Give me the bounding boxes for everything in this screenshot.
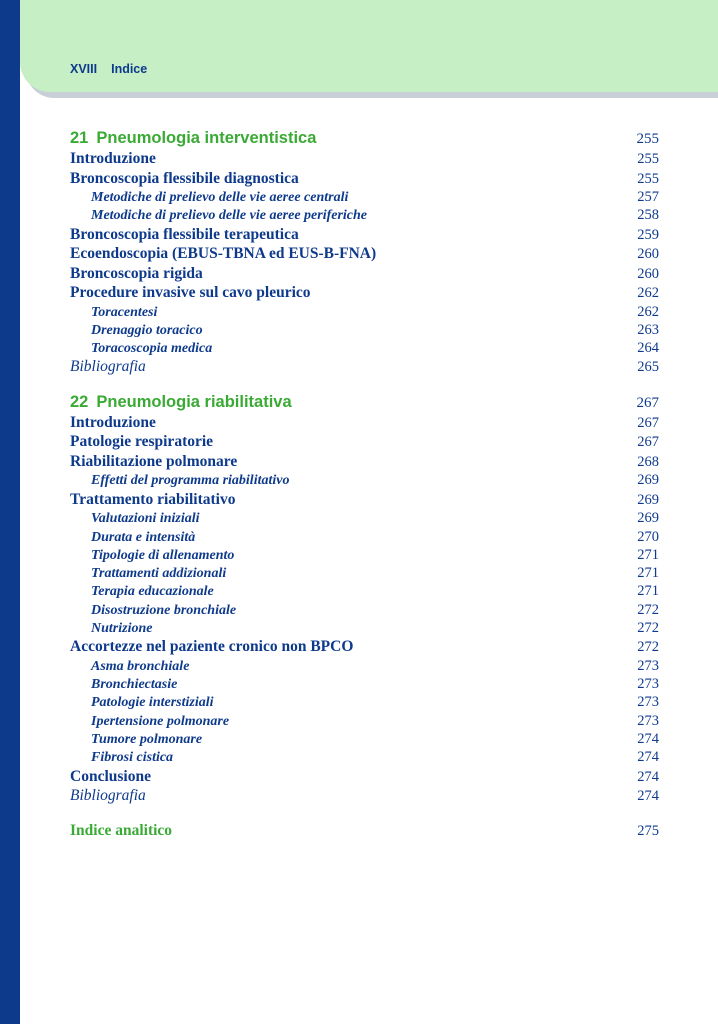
page-number: 275: [637, 822, 659, 839]
page-number: 273: [637, 676, 659, 693]
page-number: 270: [637, 528, 659, 545]
toc-section-entry[interactable]: [70, 264, 659, 284]
chapter-number: 22: [70, 392, 89, 411]
entry-label: Toracentesi: [91, 304, 158, 320]
page-number: 271: [637, 583, 659, 600]
entry-label: Conclusione: [70, 767, 151, 785]
toc-subsection-entry[interactable]: [70, 509, 659, 527]
chapter-heading-label: [70, 127, 316, 149]
entry-label: Accortezze nel paziente cronico non BPCO: [70, 638, 354, 656]
entry-label: Valutazioni iniziali: [91, 511, 200, 527]
running-head-title: Indice: [111, 62, 148, 76]
chapter-heading[interactable]: [70, 391, 659, 413]
toc-subsection-entry[interactable]: [70, 321, 659, 339]
entry-label: Effetti del programma riabilitativo: [91, 473, 290, 489]
page-number: 267: [637, 414, 659, 431]
chapter-heading[interactable]: [70, 127, 659, 149]
page-number: 274: [637, 768, 659, 785]
toc-subsection-entry[interactable]: [70, 675, 659, 693]
chapter-number: 21: [70, 129, 89, 147]
page-roman-number: XVIII: [70, 62, 98, 76]
toc-bibliography-entry[interactable]: [70, 357, 659, 377]
page-number: 263: [637, 321, 659, 338]
entry-label: Bibliografia: [70, 358, 146, 376]
toc-subsection-entry[interactable]: [70, 188, 659, 206]
toc-subsection-entry[interactable]: [70, 303, 659, 321]
toc-section-entry[interactable]: [70, 149, 659, 169]
entry-label: Introduzione: [70, 413, 156, 431]
toc-subsection-entry[interactable]: [70, 619, 659, 637]
page-number: 264: [637, 340, 659, 357]
toc-subsection-entry[interactable]: [70, 712, 659, 730]
page-number: 258: [637, 207, 659, 224]
entry-label: Riabilitazione polmonare: [70, 452, 238, 470]
entry-label: Indice analitico: [70, 821, 173, 839]
page-spine-bar: [0, 0, 20, 1024]
toc-subsection-entry[interactable]: [70, 730, 659, 748]
toc-subsection-entry[interactable]: [70, 339, 659, 357]
page-number: 273: [637, 712, 659, 729]
table-of-contents: [70, 127, 659, 842]
toc-subsection-entry[interactable]: [70, 471, 659, 489]
entry-label: Broncoscopia rigida: [70, 264, 203, 282]
entry-label: Bronchiectasie: [91, 677, 178, 693]
toc-subsection-entry[interactable]: [70, 693, 659, 711]
page-number: 255: [637, 170, 659, 187]
entry-label: Metodiche di prelievo delle vie aeree centrali: [91, 190, 349, 205]
page-number: 267: [636, 394, 659, 411]
page-number: 268: [637, 453, 659, 470]
entry-label: Asma bronchiale: [91, 658, 190, 674]
toc-subsection-entry[interactable]: [70, 206, 659, 224]
page-number: 260: [637, 246, 659, 263]
entry-label: Ipertensione polmonare: [91, 713, 230, 729]
toc-bibliography-entry[interactable]: [70, 786, 659, 806]
page-number: 262: [637, 285, 659, 302]
page-number: 273: [637, 694, 659, 711]
toc-subsection-entry[interactable]: [70, 528, 659, 546]
page-header: [20, 0, 718, 92]
entry-label: Patologie interstiziali: [91, 695, 214, 711]
entry-label: Ecoendoscopia (EBUS-TBNA ed EUS-B-FNA): [70, 245, 377, 263]
entry-label: Disostruzione bronchiale: [91, 602, 237, 618]
toc-section-entry[interactable]: [70, 413, 659, 433]
toc-section-entry[interactable]: [70, 283, 659, 303]
entry-label: Toracoscopia medica: [91, 341, 213, 357]
entry-label: Tumore polmonare: [91, 732, 203, 748]
toc-subsection-entry[interactable]: [70, 601, 659, 619]
page-number: 255: [637, 151, 659, 167]
toc-subsection-entry[interactable]: [70, 657, 659, 675]
page-number: 274: [637, 788, 659, 805]
page-number: 274: [637, 731, 659, 748]
toc-section-entry[interactable]: [70, 169, 659, 189]
page-number: 273: [637, 657, 659, 674]
toc-subsection-entry[interactable]: [70, 582, 659, 600]
toc-section-entry[interactable]: [70, 244, 659, 264]
toc-index-entry[interactable]: [70, 820, 659, 842]
chapter-heading-label: [70, 391, 292, 413]
entry-label: Patologie respiratorie: [70, 433, 214, 451]
page-number: 255: [636, 131, 659, 147]
toc-section-entry[interactable]: [70, 225, 659, 245]
toc-subsection-entry[interactable]: [70, 748, 659, 766]
page-number: 271: [637, 565, 659, 582]
page-number: 257: [637, 189, 659, 205]
page-number: 269: [637, 510, 659, 527]
entry-label: Tipologie di allenamento: [91, 547, 235, 563]
page-number: 271: [637, 546, 659, 563]
page-number: 260: [637, 265, 659, 282]
page-number: 267: [637, 434, 659, 451]
running-head: [70, 62, 147, 76]
toc-section-entry[interactable]: [70, 767, 659, 787]
toc-section-entry[interactable]: [70, 432, 659, 452]
entry-label: Terapia educazionale: [91, 584, 214, 600]
chapter-title: Pneumologia interventistica: [96, 129, 317, 147]
page-number: 272: [637, 601, 659, 618]
toc-subsection-entry[interactable]: [70, 564, 659, 582]
chapter-title: Pneumologia riabilitativa: [96, 392, 292, 411]
entry-label: Drenaggio toracico: [91, 322, 203, 338]
entry-label: Trattamenti addizionali: [91, 566, 227, 582]
toc-section-entry[interactable]: [70, 637, 659, 657]
entry-label: Durata e intensità: [91, 529, 196, 545]
entry-label: Trattamento riabilitativo: [70, 490, 236, 508]
entry-label: Broncoscopia flessibile diagnostica: [70, 169, 299, 187]
toc-subsection-entry[interactable]: [70, 546, 659, 564]
toc-section-entry[interactable]: [70, 490, 659, 510]
entry-label: Procedure invasive sul cavo pleurico: [70, 284, 311, 302]
page-number: 274: [637, 749, 659, 766]
entry-label: Fibrosi cistica: [91, 750, 174, 766]
spacer: [70, 377, 659, 391]
toc-section-entry[interactable]: [70, 452, 659, 472]
page-number: 269: [637, 491, 659, 508]
page-number: 262: [637, 303, 659, 320]
page-number: 265: [637, 359, 659, 376]
page-number: 269: [637, 472, 659, 489]
page-number: 272: [637, 639, 659, 656]
entry-label: Introduzione: [70, 150, 156, 167]
page-number: 272: [637, 620, 659, 637]
entry-label: Metodiche di prelievo delle vie aeree periferiche: [91, 208, 368, 224]
entry-label: Broncoscopia flessibile terapeutica: [70, 225, 299, 243]
entry-label: Nutrizione: [91, 621, 153, 637]
page-number: 259: [637, 226, 659, 243]
spacer: [70, 806, 659, 820]
entry-label: Bibliografia: [70, 787, 146, 805]
